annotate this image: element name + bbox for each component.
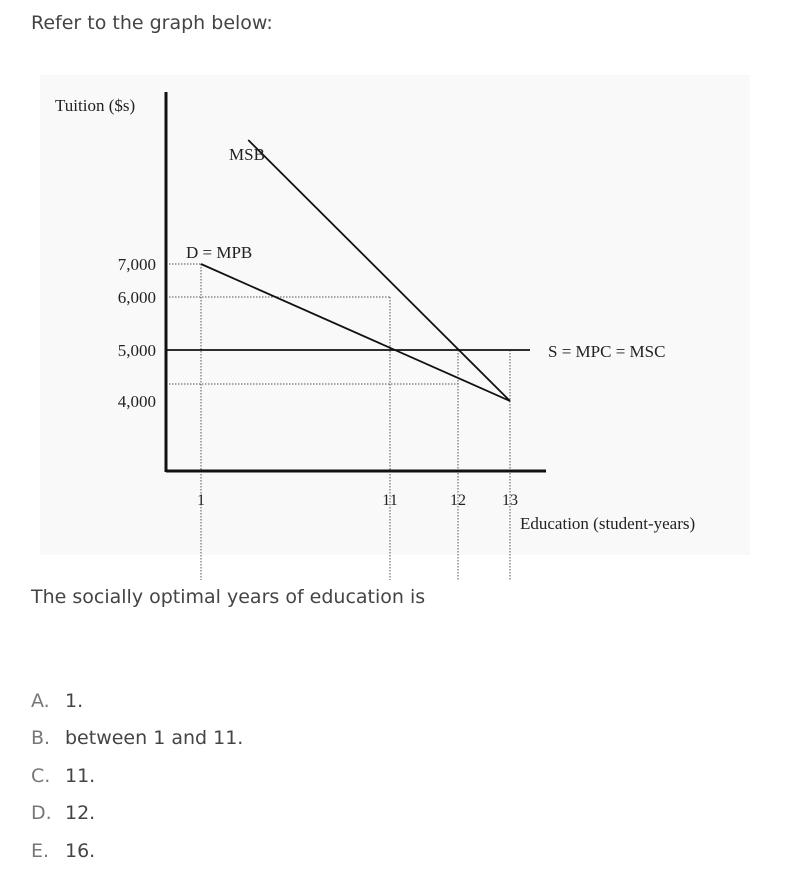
option-text: between 1 and 11.: [65, 727, 244, 750]
msb-label: MSB: [229, 145, 265, 164]
question-intro: Refer to the graph below:: [31, 12, 273, 34]
option-b[interactable]: [31, 720, 243, 758]
supply-label: S = MPC = MSC: [548, 342, 666, 361]
option-text: 11.: [65, 764, 96, 787]
x-tick-13: 13: [502, 492, 518, 509]
mpb-label: D = MPB: [186, 243, 253, 262]
x-tick-11: 11: [382, 492, 398, 509]
economics-graph: [40, 60, 786, 580]
option-text: 12.: [65, 802, 96, 825]
answer-options: [31, 682, 243, 870]
chart: [40, 60, 786, 580]
option-text: 1.: [65, 689, 84, 712]
x-tick-12: 12: [450, 492, 466, 509]
option-letter: E.: [31, 839, 50, 862]
option-letter: B.: [31, 727, 51, 750]
graph-background: [40, 75, 750, 555]
option-c[interactable]: [31, 757, 243, 795]
y-tick-4000: 4,000: [117, 392, 156, 411]
y-tick-5000: 5,000: [117, 341, 156, 360]
y-tick-6000: 6,000: [117, 288, 156, 307]
y-tick-7000: 7,000: [117, 255, 156, 274]
option-letter: D.: [31, 802, 52, 825]
x-axis-label: Education (student-years): [520, 514, 696, 533]
option-e[interactable]: [31, 832, 243, 870]
x-tick-1: 1: [197, 492, 205, 509]
option-text: 16.: [65, 839, 96, 862]
question-text: The socially optimal years of education is: [31, 586, 426, 608]
option-letter: A.: [31, 689, 50, 712]
option-d[interactable]: [31, 795, 243, 833]
y-axis-label: Tuition ($s): [55, 96, 136, 115]
option-a[interactable]: [31, 682, 243, 720]
option-letter: C.: [31, 764, 51, 787]
